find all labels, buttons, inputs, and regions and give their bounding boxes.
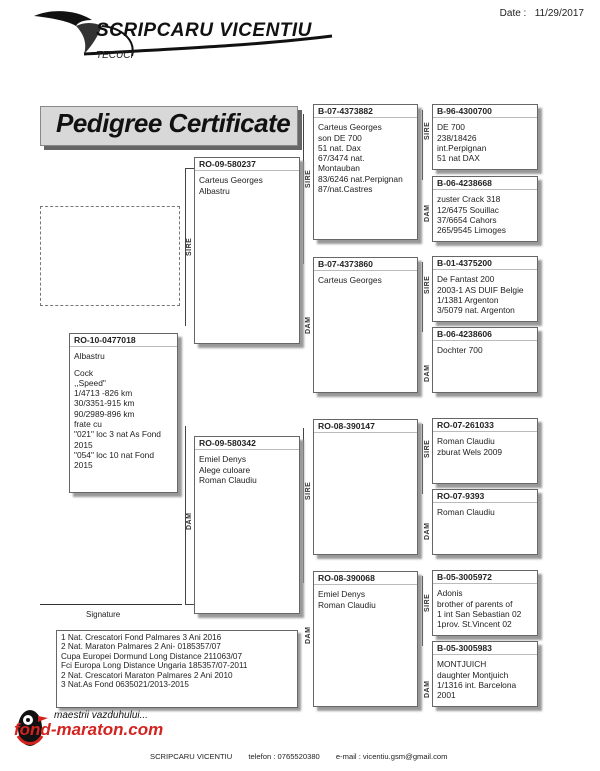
pedigree-line: "021" loc 3 nat As Fond xyxy=(74,429,161,440)
signature-line xyxy=(40,604,182,605)
pedigree-line: Albastru xyxy=(199,185,230,196)
dam-label: DAM xyxy=(424,680,431,698)
pedigree-line: Emiel Denys xyxy=(318,589,366,600)
pedigree-box-dsd xyxy=(432,489,538,555)
pedigree-box-sd xyxy=(313,257,418,393)
connector-line xyxy=(422,110,423,180)
pedigree-line: daughter Montjuich xyxy=(437,669,509,680)
loft-name: SCRIPCARU VICENTIU xyxy=(96,20,312,41)
footer-phone: telefon : 0765520380 xyxy=(248,752,320,761)
sire-label: SIRE xyxy=(424,439,431,458)
pedigree-line: Roman Claudiu xyxy=(437,507,495,518)
pedigree-line: 2015 xyxy=(74,460,93,471)
pedigree-line: DE 700 xyxy=(437,122,465,133)
loft-city: TECUCI xyxy=(96,50,134,61)
dam-label: DAM xyxy=(424,522,431,540)
performance-line: 3 Nat.As Fond 0635021/2013-2015 xyxy=(61,680,189,690)
ring-number: B-06-4238606 xyxy=(433,328,537,341)
pedigree-line: brother of parents of xyxy=(437,598,513,609)
pedigree-line: Roman Claudiu xyxy=(199,474,257,485)
sire-label: SIRE xyxy=(186,237,193,256)
pedigree-line: Dochter 700 xyxy=(437,345,483,356)
performance-line: 1 Nat. Crescatori Fond Palmares 3 Ani 2016 xyxy=(61,633,222,642)
performance-box xyxy=(56,630,298,708)
date xyxy=(500,8,584,19)
pedigree-box-ds xyxy=(313,419,418,555)
ring-number: RO-10-0477018 xyxy=(70,334,177,347)
pedigree-box-sire xyxy=(194,157,300,344)
ring-number: RO-08-390068 xyxy=(314,572,417,585)
dam-label: DAM xyxy=(305,626,312,644)
connector-line xyxy=(303,428,304,583)
sire-label: SIRE xyxy=(424,121,431,140)
pedigree-line: Albastru xyxy=(74,351,105,362)
performance-line: Fci Europa Long Distance Ungaria 185357/07-2011 xyxy=(61,661,248,671)
pedigree-line: 12/6475 Souillac xyxy=(437,204,499,215)
connector-line xyxy=(185,168,194,169)
ring-number: B-07-4373882 xyxy=(314,105,417,118)
pedigree-line: int.Perpignan xyxy=(437,142,487,153)
footer-email: e-mail : vicentiu.gsm@gmail.com xyxy=(335,752,448,761)
pedigree-line: Carteus Georges xyxy=(318,122,382,133)
pedigree-line: 1/4713 -826 km xyxy=(74,388,133,399)
pedigree-line: Cock xyxy=(74,367,94,378)
pedigree-line: Roman Claudiu xyxy=(437,436,495,447)
pedigree-line: 265/9545 Limoges xyxy=(437,225,506,236)
pedigree-line: 90/2989-896 km xyxy=(74,408,135,419)
ring-number: B-96-4300700 xyxy=(433,105,537,118)
dam-label: DAM xyxy=(424,204,431,222)
pedigree-line: MONTJUICH xyxy=(437,659,487,670)
ring-number: B-06-4238668 xyxy=(433,177,537,190)
pedigree-line: Carteus Georges xyxy=(318,275,382,286)
pedigree-line: De Fantast 200 xyxy=(437,274,495,285)
ring-number: RO-09-580237 xyxy=(195,158,299,171)
ring-number: RO-07-9393 xyxy=(433,490,537,503)
pedigree-line: 2001 xyxy=(437,690,456,701)
pedigree-line: Roman Claudiu xyxy=(318,599,376,610)
performance-line: 2 Nat. Crescatori Maraton Palmares 2 Ani 2010 xyxy=(61,670,233,680)
pedigree-line: ,,Speed" xyxy=(74,377,106,388)
pedigree-box-dss xyxy=(432,418,538,484)
pedigree-line: Carteus Georges xyxy=(199,175,263,186)
pedigree-line: son DE 700 xyxy=(318,132,362,143)
connector-line xyxy=(185,604,194,605)
pedigree-line: frate cu xyxy=(74,419,102,430)
brand-slogan: maestrii vazduhului... xyxy=(54,710,148,721)
ring-number: RO-08-390147 xyxy=(314,420,417,433)
pedigree-line: 51 nat DAX xyxy=(437,153,480,164)
pedigree-line: 2003-1 AS DUIF Belgie xyxy=(437,284,524,295)
connector-line xyxy=(422,262,423,332)
sire-label: SIRE xyxy=(424,275,431,294)
date-value: 11/29/2017 xyxy=(534,8,584,19)
signature-label: Signature xyxy=(86,610,121,619)
pedigree-line: Montauban xyxy=(318,163,360,174)
pedigree-line: 67/3474 nat. xyxy=(318,153,365,164)
brand-website: fond-maraton.com xyxy=(14,720,164,739)
pedigree-box-sss xyxy=(432,104,538,170)
date-label: Date : xyxy=(499,8,527,19)
pedigree-line: "054" loc 10 nat Fond xyxy=(74,449,154,460)
footer-name: SCRIPCARU VICENTIU xyxy=(150,752,233,761)
pedigree-box-ss xyxy=(313,104,418,240)
sire-label: SIRE xyxy=(305,481,312,500)
pedigree-line: 83/6246 nat.Perpignan xyxy=(318,173,403,184)
ring-number: RO-07-261033 xyxy=(433,419,537,432)
pedigree-line: Emiel Denys xyxy=(199,454,247,465)
pedigree-line: 238/18426 xyxy=(437,132,477,143)
connector-line xyxy=(422,576,423,646)
pedigree-line: 87/nat.Castres xyxy=(318,184,373,195)
pedigree-line: 30/3351-915 km xyxy=(74,398,135,409)
pedigree-line: Adonis xyxy=(437,588,463,599)
sire-label: SIRE xyxy=(305,169,312,188)
pedigree-line: 1 int San Sebastian 02 xyxy=(437,608,522,619)
pedigree-box-ddd xyxy=(432,641,538,707)
pedigree-line: zburat Wels 2009 xyxy=(437,446,503,457)
pedigree-line: zuster Crack 318 xyxy=(437,194,501,205)
ring-number: B-05-3005983 xyxy=(433,642,537,655)
pedigree-box-ssd xyxy=(432,176,538,242)
ring-number: B-01-4375200 xyxy=(433,257,537,270)
pedigree-box-subject xyxy=(69,333,178,493)
page-title: Pedigree Certificate xyxy=(56,108,291,138)
performance-line: Cupa Europei Dormund Long Distance 211063/07 xyxy=(61,651,243,661)
pedigree-box-dds xyxy=(432,570,538,636)
pedigree-box-sds xyxy=(432,256,538,322)
pedigree-box-sdd xyxy=(432,327,538,393)
ring-number: B-05-3005972 xyxy=(433,571,537,584)
pedigree-line: 2015 xyxy=(74,439,93,450)
dam-label: DAM xyxy=(186,512,193,530)
pedigree-line: 3/5079 nat. Argenton xyxy=(437,305,515,316)
pedigree-box-dam xyxy=(194,436,300,614)
pedigree-line: 51 nat. Dax xyxy=(318,142,361,153)
ring-number: B-07-4373860 xyxy=(314,258,417,271)
pedigree-line: 1/1316 int. Barcelona xyxy=(437,679,517,690)
pedigree-line: 37/6654 Cahors xyxy=(437,214,497,225)
footer xyxy=(150,752,461,761)
connector-line xyxy=(422,424,423,494)
pedigree-line: 1/1381 Argenton xyxy=(437,294,499,305)
ring-number: RO-09-580342 xyxy=(195,437,299,450)
performance-line: 2 Nat. Maraton Palmares 2 Ani- 0185357/07 xyxy=(61,642,221,652)
connector-line xyxy=(303,114,304,264)
pedigree-line: Alege culoare xyxy=(199,464,251,475)
sire-label: SIRE xyxy=(424,593,431,612)
photo-placeholder xyxy=(40,206,180,306)
pedigree-box-dd xyxy=(313,571,418,707)
dam-label: DAM xyxy=(424,364,431,382)
dam-label: DAM xyxy=(305,316,312,334)
pedigree-line: 1prov. St.Vincent 02 xyxy=(437,619,512,630)
